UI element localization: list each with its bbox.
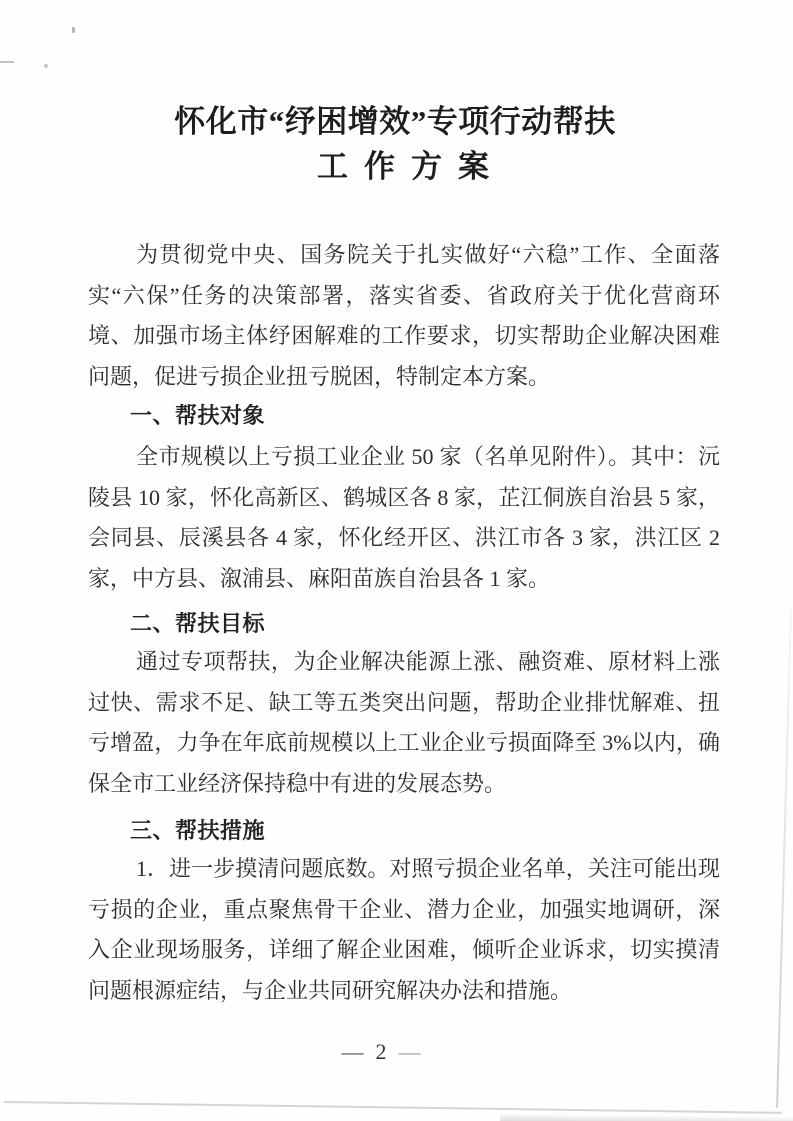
text-line: 问题，促进亏损企业扭亏脱困，特制定本方案。 [88, 363, 551, 389]
page-number-value: 2 [375, 1039, 387, 1064]
text-line: 问题根源症结，与企业共同研究解决办法和措施。 [88, 977, 573, 1003]
section-heading-2: 二、帮扶目标 [130, 611, 266, 636]
text-line: 入企业现场服务，详细了解企业困难，倾听企业诉求，切实摸清 [88, 937, 720, 963]
text-line: 为贯彻党中央、国务院关于扎实做好“六稳”工作、全面落 [136, 242, 720, 267]
section-3-paragraph [88, 849, 720, 1011]
text-line: 1．进一步摸清问题底数。对照亏损企业名单，关注可能出现 [136, 856, 720, 881]
section-heading-3: 三、帮扶措施 [130, 818, 266, 843]
text-line: 会同县、辰溪县各 4 家，怀化经开区、洪江市各 3 家，洪江区 2 [88, 525, 720, 551]
text-line: 实“六保”任务的决策部署，落实省委、省政府关于优化营商环 [88, 282, 720, 308]
text-line: 保全市工业经济保持稳中有进的发展态势。 [88, 770, 507, 796]
scan-speck [72, 27, 75, 33]
document-title-line1: 怀化市“纾困增效”专项行动帮扶 [174, 104, 616, 139]
text-line: 境、加强市场主体纾困解难的工作要求，切实帮助企业解决困难 [88, 323, 720, 349]
text-line: 家，中方县、溆浦县、麻阳苗族自治县各 1 家。 [88, 565, 551, 591]
text-line: 亏增盈，力争在年底前规模以上工业企业亏损面降至 3%以内，确 [88, 730, 720, 756]
text-line: 陵县 10 家，怀化高新区、鹤城区各 8 家，芷江侗族自治县 5 家， [88, 484, 720, 510]
scan-edge-mark [0, 61, 14, 63]
paper-right-edge [776, 608, 792, 1108]
text-line: 全市规模以上亏损工业企业 50 家（名单见附件）。其中：沅 [136, 444, 720, 469]
section-heading-1: 一、帮扶对象 [130, 403, 266, 428]
page-number-dash-right: — [398, 1039, 421, 1064]
intro-paragraph [88, 235, 720, 397]
document-title-line2: 工作方案 [317, 149, 505, 184]
paper-corner-shadow [500, 1114, 793, 1121]
text-line: 通过专项帮扶，为企业解决能源上涨、融资难、原材料上涨 [136, 649, 720, 674]
page-number-dash-left: — [341, 1039, 364, 1064]
page-number [0, 1040, 762, 1064]
section-1-paragraph [88, 437, 720, 599]
scan-speck [44, 64, 48, 68]
section-2-paragraph [88, 642, 720, 804]
text-line: 过快、需求不足、缺工等五类突出问题，帮助企业排忧解难、扭 [88, 689, 720, 715]
paper-bottom-edge [4, 1101, 782, 1113]
text-line: 亏损的企业，重点聚焦骨干企业、潜力企业，加强实地调研，深 [88, 896, 720, 922]
